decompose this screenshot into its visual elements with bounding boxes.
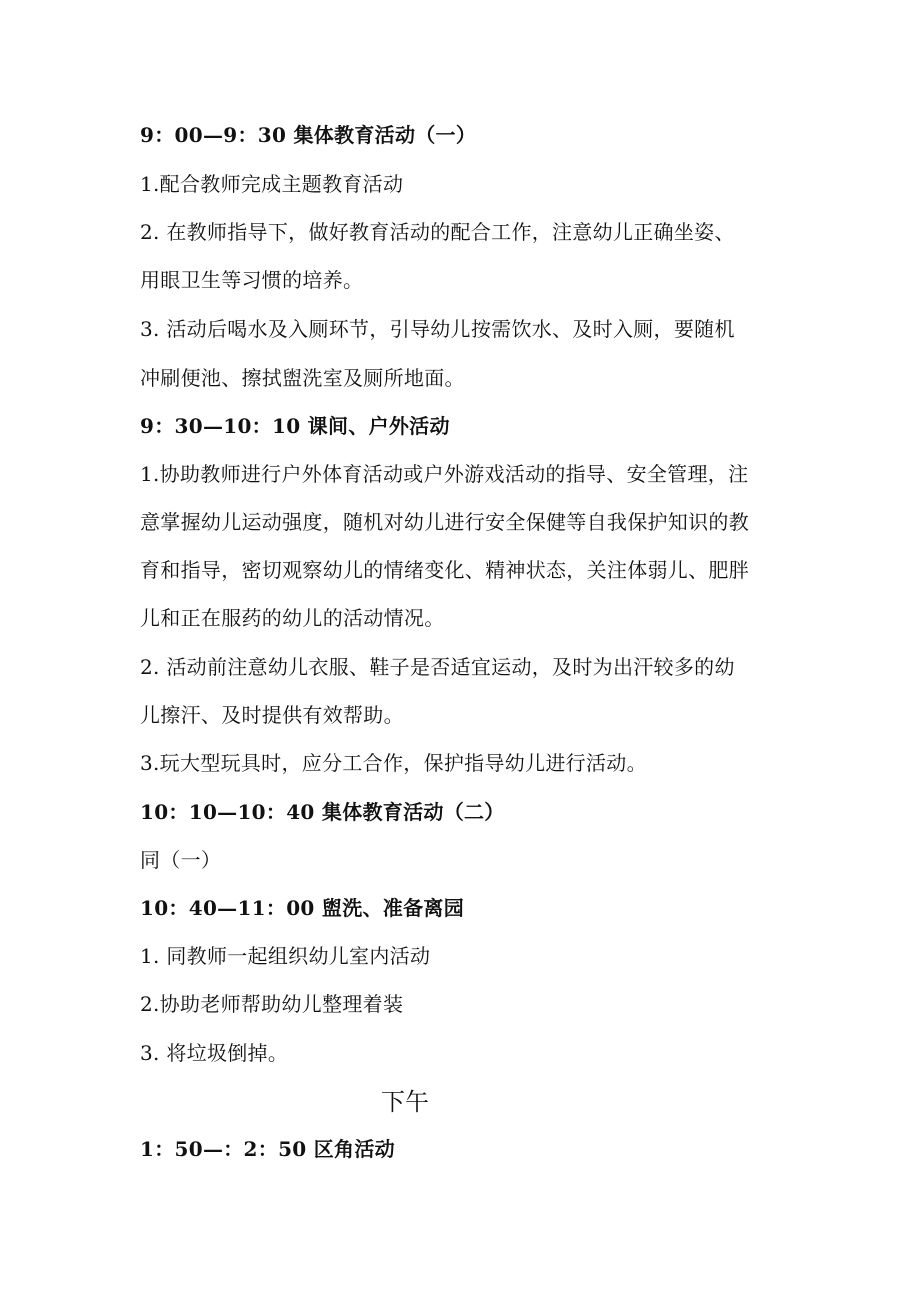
paragraph-line: 1.协助教师进行户外体育活动或户外游戏活动的指导、安全管理，注 — [140, 462, 749, 486]
paragraph-line: 3.玩大型玩具时，应分工合作，保护指导幼儿进行活动。 — [140, 751, 647, 775]
section-heading-break-outdoor: 9：30—10：10 课间、户外活动 — [140, 414, 450, 438]
paragraph-line: 儿和正在服药的幼儿的活动情况。 — [140, 606, 445, 630]
paragraph-line: 意掌握幼儿运动强度，随机对幼儿进行安全保健等自我保护知识的教 — [140, 510, 749, 534]
paragraph-line: 同（一） — [140, 848, 222, 872]
paragraph-line: 3. 活动后喝水及入厕环节，引导幼儿按需饮水、及时入厕，要随机 — [140, 317, 735, 341]
section-heading-washing-departure: 10：40—11：00 盥洗、准备离园 — [140, 896, 464, 920]
paragraph-line: 1. 同教师一起组织幼儿室内活动 — [140, 944, 431, 968]
afternoon-heading: 下午 — [381, 1088, 429, 1116]
section-heading-morning-collective-1: 9：00—9：30 集体教育活动（一） — [140, 123, 477, 147]
section-heading-morning-collective-2: 10：10—10：40 集体教育活动（二） — [140, 800, 505, 824]
paragraph-line: 冲刷便池、擦拭盥洗室及厕所地面。 — [140, 366, 465, 390]
paragraph-line: 1.配合教师完成主题教育活动 — [140, 172, 404, 196]
paragraph-line: 2. 在教师指导下，做好教育活动的配合工作，注意幼儿正确坐姿、 — [140, 220, 735, 244]
paragraph-line: 2. 活动前注意幼儿衣服、鞋子是否适宜运动，及时为出汗较多的幼 — [140, 655, 735, 679]
section-heading-corner-activity: 1：50—：2：50 区角活动 — [140, 1137, 395, 1161]
paragraph-line: 儿擦汗、及时提供有效帮助。 — [140, 703, 404, 727]
paragraph-line: 育和指导，密切观察幼儿的情绪变化、精神状态，关注体弱儿、肥胖 — [140, 558, 749, 582]
paragraph-line: 2.协助老师帮助幼儿整理着装 — [140, 992, 404, 1016]
paragraph-line: 3. 将垃圾倒掉。 — [140, 1041, 289, 1065]
paragraph-line: 用眼卫生等习惯的培养。 — [140, 268, 364, 292]
